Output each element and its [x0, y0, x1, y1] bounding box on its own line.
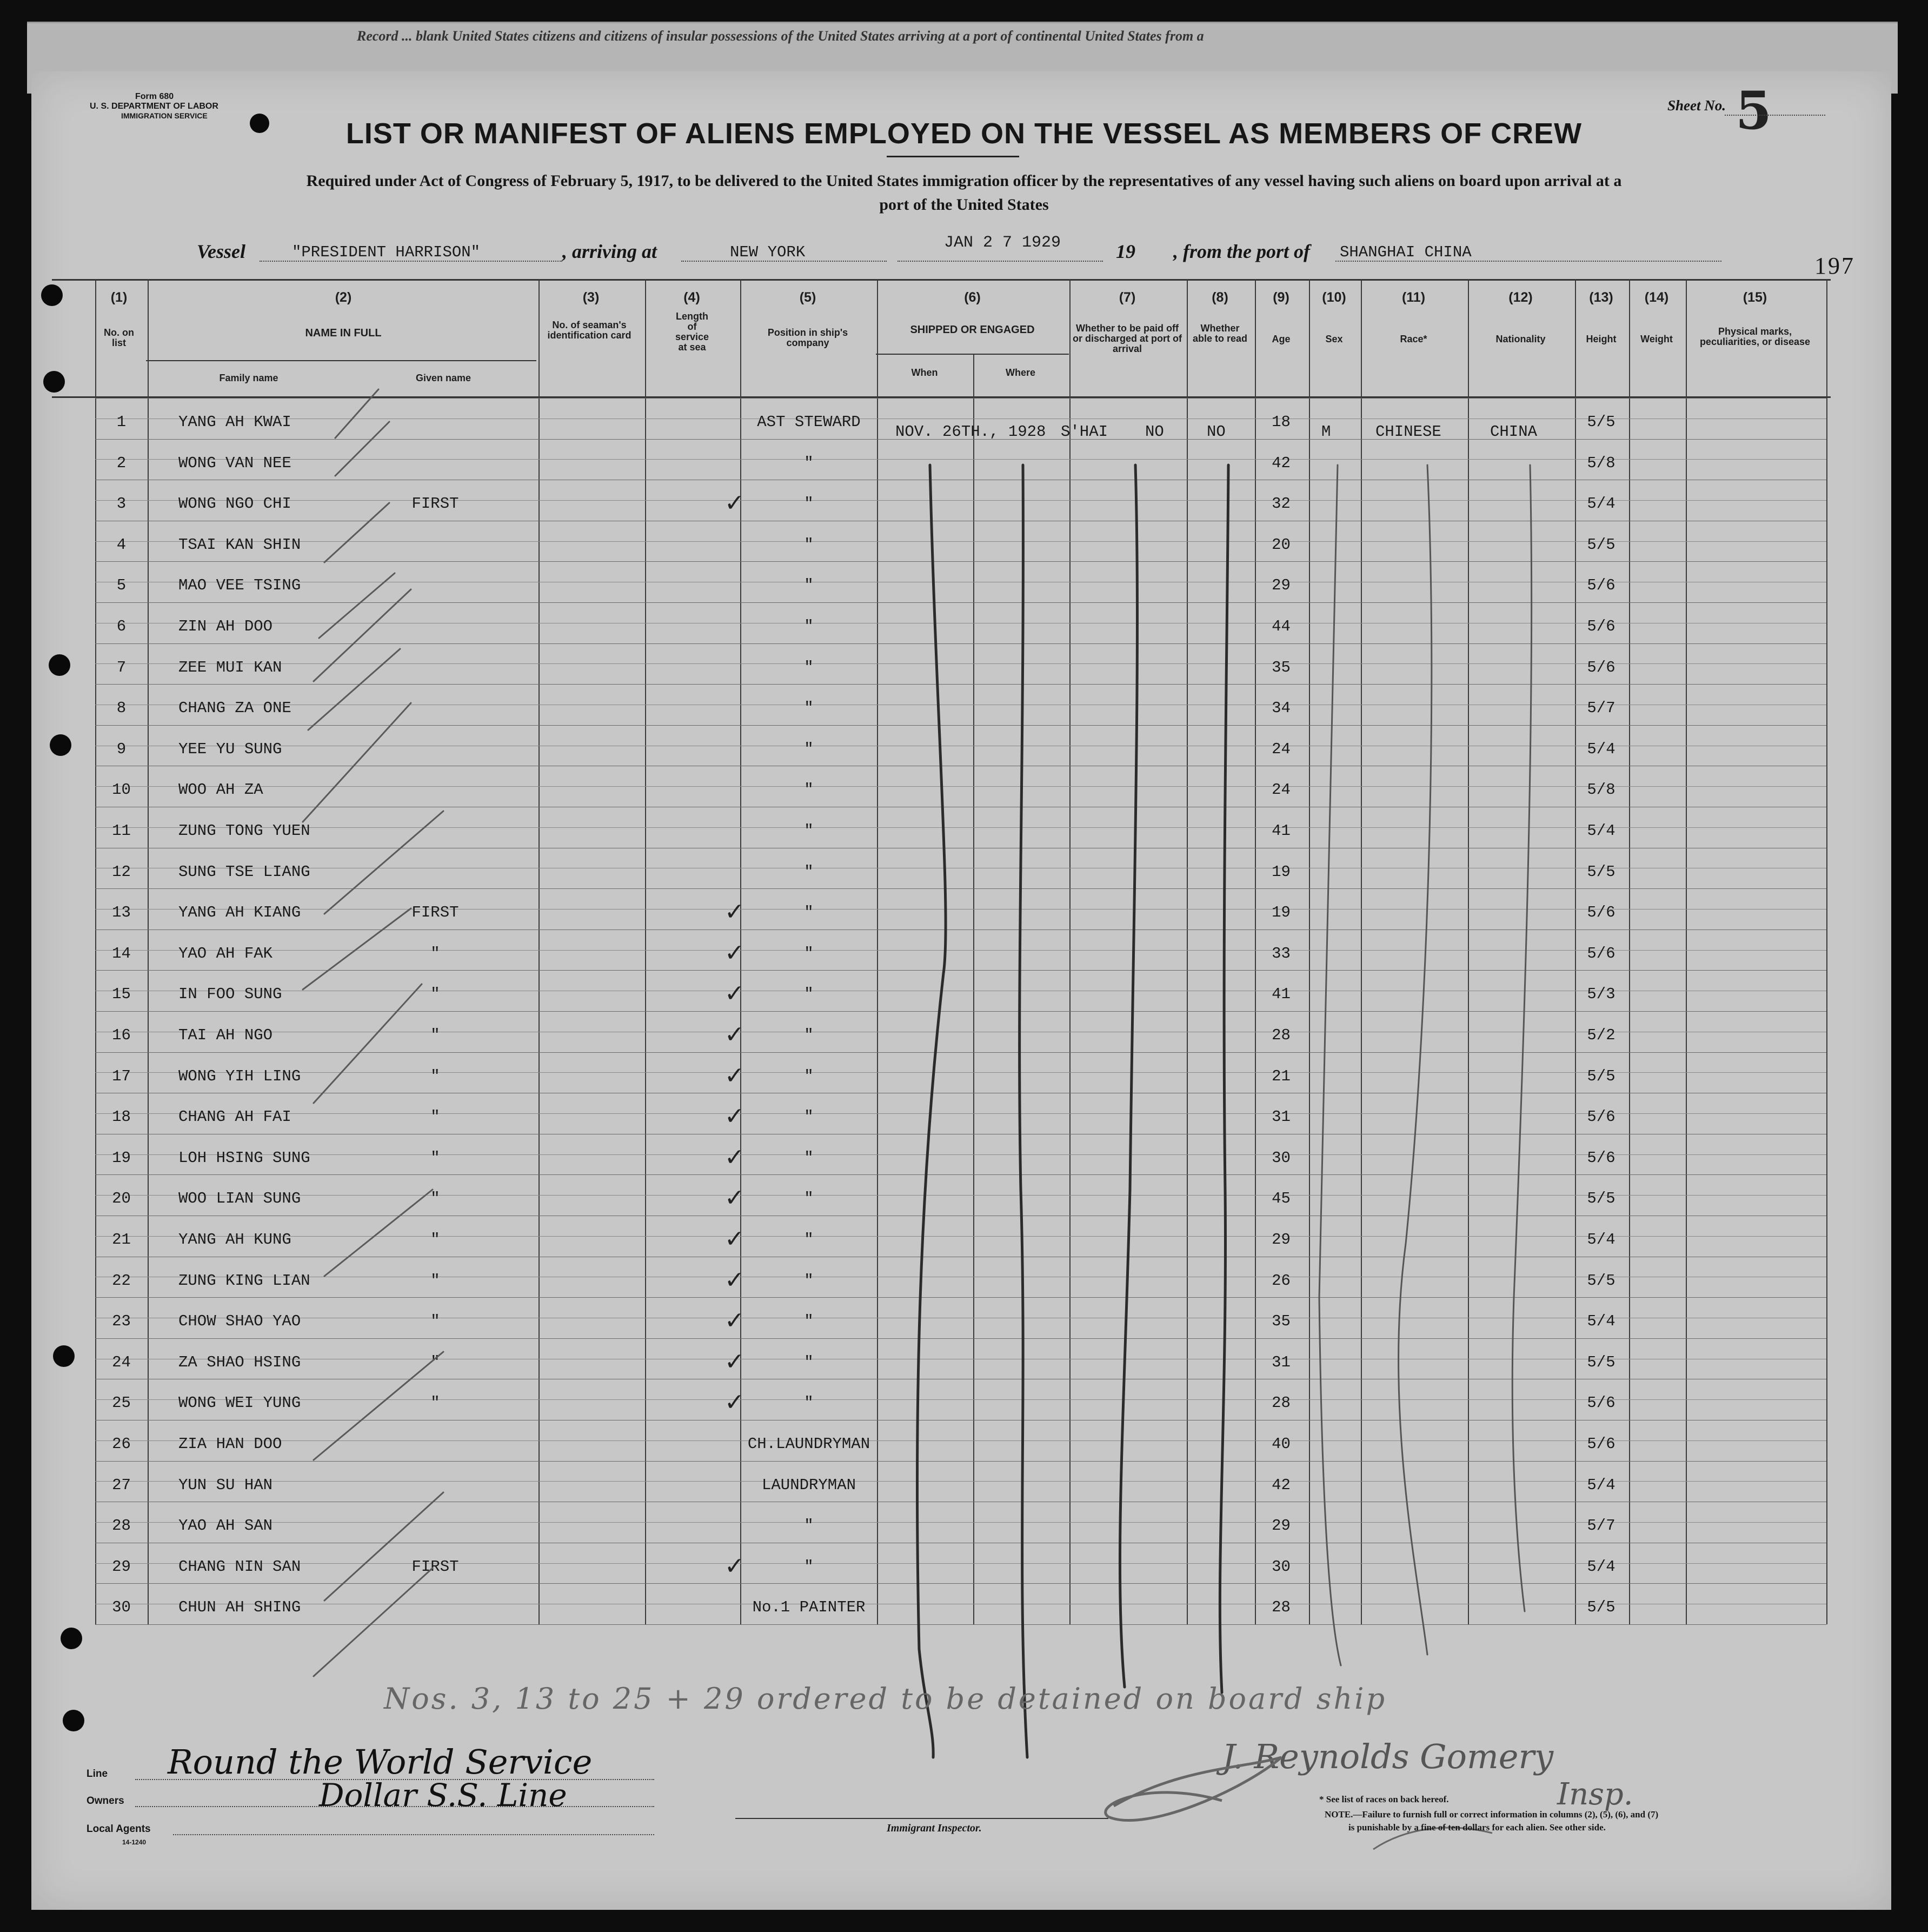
height: 5/2 — [1587, 1026, 1615, 1044]
age: 19 — [1272, 862, 1291, 881]
position: " — [804, 1067, 814, 1085]
position: " — [804, 454, 814, 472]
ditto-line-read — [1220, 465, 1228, 1692]
given-name: " — [430, 1231, 440, 1249]
ditto-line-race — [1399, 465, 1432, 1655]
row-number: 19 — [112, 1148, 131, 1167]
height: 5/6 — [1587, 1435, 1615, 1453]
subtitle-line-2: port of the United States — [879, 196, 1049, 214]
height: 5/4 — [1587, 822, 1615, 840]
checkmark-icon: ✓ — [724, 1143, 744, 1171]
form-department: U. S. DEPARTMENT OF LABOR — [90, 102, 218, 111]
height: 5/4 — [1587, 1312, 1615, 1331]
given-name: " — [430, 1394, 440, 1412]
family-name: YAO AH SAN — [178, 1517, 273, 1535]
col-header-no-text: No. on list — [104, 327, 134, 348]
family-name: SUNG TSE LIANG — [178, 862, 310, 881]
checkmark-icon: ✓ — [724, 1061, 744, 1090]
height: 5/5 — [1587, 413, 1615, 431]
family-name: TAI AH NGO — [178, 1026, 273, 1044]
note-races: * See list of races on back hereof. — [1319, 1794, 1449, 1804]
col-header-race: Race* — [1400, 334, 1427, 344]
family-name: CHANG AH FAI — [178, 1108, 291, 1126]
col-header-where: Where — [1005, 367, 1035, 378]
age: 21 — [1272, 1067, 1291, 1085]
family-name: ZIN AH DOO — [178, 618, 273, 635]
age: 42 — [1272, 454, 1291, 472]
family-name: IN FOO SUNG — [178, 985, 282, 1004]
underlying-sheet-text: Record ... blank United States citizens and citizens of insular possessions of the United States arriving at a port of continental United States from a — [357, 28, 1204, 44]
given-name: FIRST — [411, 904, 459, 922]
row-number: 11 — [112, 822, 131, 840]
row-number: 4 — [116, 535, 127, 554]
col-num-1: (1) — [110, 290, 128, 305]
agents-label: Local Agents — [87, 1823, 151, 1835]
age: 44 — [1272, 618, 1291, 635]
row-number: 2 — [116, 454, 127, 472]
given-name: " — [430, 1271, 440, 1290]
col-num-6: (6) — [964, 290, 981, 305]
age: 45 — [1272, 1190, 1291, 1208]
col-num-13: (13) — [1589, 290, 1613, 305]
position: " — [804, 618, 814, 635]
family-name: YANG AH KWAI — [178, 413, 291, 431]
col-header-age: Age — [1272, 334, 1291, 344]
age: 18 — [1272, 413, 1291, 431]
family-name: ZA SHAO HSING — [178, 1353, 301, 1371]
age: 31 — [1272, 1108, 1291, 1126]
col-num-9: (9) — [1273, 290, 1289, 305]
sheet-number-label: Sheet No. — [1667, 97, 1726, 114]
checkmark-icon: ✓ — [724, 939, 744, 967]
position: " — [804, 1557, 814, 1576]
row-number: 1 — [116, 413, 127, 431]
position: " — [804, 904, 814, 922]
position: CH.LAUNDRYMAN — [747, 1435, 870, 1453]
position: " — [804, 1312, 814, 1331]
able-to-read-value: NO — [1207, 423, 1226, 441]
row-number: 29 — [112, 1557, 131, 1576]
tick-mark — [324, 1190, 433, 1276]
checkmark-icon: ✓ — [724, 1021, 744, 1048]
given-name: " — [430, 1312, 440, 1331]
age: 29 — [1272, 576, 1291, 595]
position: " — [804, 822, 814, 840]
col-num-5: (5) — [799, 290, 816, 305]
row-number: 16 — [112, 1026, 131, 1044]
height: 5/4 — [1587, 740, 1615, 758]
age: 28 — [1272, 1394, 1291, 1412]
from-label: , from the port of — [1173, 241, 1311, 262]
family-name: YUN SU HAN — [178, 1476, 273, 1494]
checkmark-icon: ✓ — [724, 489, 744, 517]
inspector-title: Insp. — [1557, 1777, 1633, 1812]
position: " — [804, 1026, 814, 1044]
age: 35 — [1272, 1312, 1291, 1331]
age: 30 — [1272, 1148, 1291, 1167]
col-num-7: (7) — [1119, 290, 1136, 305]
row-number: 6 — [116, 618, 127, 635]
vessel-label: Vessel — [197, 241, 245, 262]
age: 41 — [1272, 985, 1291, 1004]
ditto-line-nationality — [1512, 465, 1531, 1611]
col-num-3: (3) — [582, 290, 600, 305]
note-penalty-1: NOTE.—Failure to furnish full or correct information in columns (2), (5), (6), and (7) — [1325, 1809, 1659, 1820]
family-name: WONG WEI YUNG — [178, 1394, 301, 1412]
family-name: CHANG NIN SAN — [178, 1557, 301, 1576]
age: 29 — [1272, 1231, 1291, 1249]
height: 5/5 — [1587, 535, 1615, 554]
age: 42 — [1272, 1476, 1291, 1494]
height: 5/5 — [1587, 1353, 1615, 1371]
given-name: " — [430, 1353, 440, 1371]
row-number: 26 — [112, 1435, 131, 1453]
form-number: Form 680 — [135, 92, 174, 101]
row-number: 24 — [112, 1353, 131, 1371]
agents-code: 14-1240 — [122, 1838, 147, 1846]
checkmark-icon: ✓ — [724, 1389, 744, 1417]
position: " — [804, 1517, 814, 1535]
arrival-date-stamp: JAN 2 7 1929 — [944, 234, 1061, 252]
family-name: YANG AH KIANG — [178, 904, 301, 922]
family-name: MAO VEE TSING — [178, 576, 301, 595]
row-number: 9 — [116, 740, 127, 758]
height: 5/4 — [1587, 495, 1615, 513]
checkmark-icon: ✓ — [724, 1307, 744, 1335]
given-name: " — [430, 1108, 440, 1126]
ditto-line-paid — [1120, 465, 1137, 1687]
col-header-read: Whether able to read — [1192, 323, 1248, 344]
col-header-height: Height — [1586, 334, 1617, 344]
col-header-family: Family name — [219, 373, 278, 383]
row-number: 12 — [112, 862, 131, 881]
age: 30 — [1272, 1557, 1291, 1576]
col-header-service: Length of service at sea — [675, 311, 709, 353]
age: 29 — [1272, 1517, 1291, 1535]
subtitle-line-1: Required under Act of Congress of February 5, 1917, to be delivered to the United States immigration officer by the representatives of any vessel having such aliens on board upon arrival at a — [306, 172, 1622, 190]
checkmark-icon: ✓ — [724, 980, 744, 1008]
height: 5/5 — [1587, 1271, 1615, 1290]
arriving-label: , arriving at — [562, 241, 657, 262]
checkmark-icon: ✓ — [724, 1225, 744, 1253]
row-number: 14 — [112, 944, 131, 962]
sheet-number: 5 — [1736, 80, 1772, 141]
col-num-15: (15) — [1743, 290, 1767, 305]
position: " — [804, 1394, 814, 1412]
row-number: 3 — [116, 495, 127, 513]
height: 5/6 — [1587, 1148, 1615, 1167]
col-header-when: When — [911, 367, 938, 378]
height: 5/6 — [1587, 904, 1615, 922]
ditto-line-sex — [1319, 465, 1341, 1665]
tick-mark — [314, 1568, 433, 1676]
height: 5/6 — [1587, 576, 1615, 595]
family-name: WONG VAN NEE — [178, 454, 291, 472]
owners-label: Owners — [87, 1795, 124, 1807]
col-header-nationality: Nationality — [1495, 334, 1546, 344]
position: " — [804, 576, 814, 595]
position: " — [804, 535, 814, 554]
position: " — [804, 944, 814, 962]
col-header-marks: Physical marks, peculiarities, or disease — [1699, 326, 1811, 347]
row-number: 21 — [112, 1231, 131, 1249]
family-name: YAO AH FAK — [178, 944, 273, 962]
height: 5/8 — [1587, 454, 1615, 472]
age: 20 — [1272, 535, 1291, 554]
height: 5/5 — [1587, 862, 1615, 881]
age: 26 — [1272, 1271, 1291, 1290]
age: 33 — [1272, 944, 1291, 962]
family-name: YEE YU SUNG — [178, 740, 282, 758]
col-header-given: Given name — [415, 373, 471, 383]
col-num-10: (10) — [1322, 290, 1346, 305]
position: " — [804, 495, 814, 513]
checkmark-icon: ✓ — [724, 1552, 744, 1580]
note-penalty-2: is punishable by a fine of ten dollars for each alien. See other side. — [1348, 1822, 1606, 1833]
family-name: YANG AH KUNG — [178, 1231, 291, 1249]
row-number: 8 — [116, 699, 127, 718]
checkmark-icon: ✓ — [724, 898, 744, 926]
position: " — [804, 1353, 814, 1371]
tick-mark — [324, 1492, 443, 1601]
row-number: 28 — [112, 1517, 131, 1535]
vessel-name: "PRESIDENT HARRISON" — [292, 243, 481, 261]
given-name: " — [430, 944, 440, 962]
tick-mark — [308, 649, 400, 730]
shipped-when: NOV. 26TH., 1928 — [895, 423, 1046, 441]
position: " — [804, 1108, 814, 1126]
col-header-shipped: SHIPPED OR ENGAGED — [910, 324, 1035, 336]
given-name: " — [430, 985, 440, 1004]
family-name: CHANG ZA ONE — [178, 699, 291, 718]
tick-mark — [319, 573, 395, 638]
row-number: 22 — [112, 1271, 131, 1290]
family-name: ZUNG TONG YUEN — [178, 822, 310, 840]
age: 35 — [1272, 658, 1291, 676]
race-value: CHINESE — [1375, 423, 1441, 441]
checkmark-icon: ✓ — [724, 1347, 744, 1376]
tick-mark — [324, 811, 443, 914]
age: 28 — [1272, 1598, 1291, 1617]
row-number: 15 — [112, 985, 131, 1004]
row-number: 17 — [112, 1067, 131, 1085]
position: " — [804, 1148, 814, 1167]
given-name: FIRST — [411, 495, 459, 513]
height: 5/5 — [1587, 1190, 1615, 1208]
col-header-name: NAME IN FULL — [305, 327, 382, 339]
col-num-12: (12) — [1508, 290, 1533, 305]
family-name: WONG NGO CHI — [178, 495, 291, 513]
inspector-rule — [735, 1818, 1108, 1819]
year-label: 19 — [1116, 241, 1135, 262]
age: 40 — [1272, 1435, 1291, 1453]
family-name: TSAI KAN SHIN — [178, 535, 301, 554]
height: 5/7 — [1587, 1517, 1615, 1535]
height: 5/3 — [1587, 985, 1615, 1004]
row-number: 30 — [112, 1598, 131, 1617]
height: 5/5 — [1587, 1067, 1615, 1085]
age: 32 — [1272, 495, 1291, 513]
position: " — [804, 740, 814, 758]
checkmark-icon: ✓ — [724, 1184, 744, 1212]
height: 5/4 — [1587, 1557, 1615, 1576]
row-number: 27 — [112, 1476, 131, 1494]
col-header-weight: Weight — [1640, 334, 1673, 344]
col-header-position: Position in ship's company — [767, 327, 848, 348]
age: 34 — [1272, 699, 1291, 718]
row-number: 20 — [112, 1190, 131, 1208]
age: 19 — [1272, 904, 1291, 922]
age: 24 — [1272, 740, 1291, 758]
tick-mark — [335, 389, 378, 438]
inspector-signature: J. Reynolds Gomery — [1222, 1737, 1554, 1776]
age: 24 — [1272, 781, 1291, 799]
given-name: FIRST — [411, 1557, 459, 1576]
tick-mark — [314, 589, 411, 681]
height: 5/6 — [1587, 658, 1615, 676]
position: AST STEWARD — [757, 413, 861, 431]
signature-flourish — [1081, 1747, 1503, 1865]
col-header-sex: Sex — [1325, 334, 1343, 344]
family-name: WOO AH ZA — [178, 781, 263, 799]
stamp-number: 197 — [1814, 253, 1855, 279]
height: 5/4 — [1587, 1476, 1615, 1494]
arrival-port: NEW YORK — [730, 243, 806, 261]
position: " — [804, 1231, 814, 1249]
height: 5/6 — [1587, 618, 1615, 635]
line-value: Round the World Service — [168, 1742, 593, 1782]
family-name: WOO LIAN SUNG — [178, 1190, 301, 1208]
inspector-label: Immigrant Inspector. — [887, 1822, 982, 1834]
row-number: 18 — [112, 1108, 131, 1126]
tick-mark — [314, 984, 422, 1103]
col-num-2: (2) — [335, 290, 352, 305]
position: " — [804, 985, 814, 1004]
col-num-8: (8) — [1212, 290, 1228, 305]
ditto-line-when — [917, 465, 946, 1757]
family-name: CHUN AH SHING — [178, 1598, 301, 1617]
col-num-4: (4) — [683, 290, 700, 305]
agents-rule — [173, 1834, 654, 1835]
position: " — [804, 781, 814, 799]
family-name: ZEE MUI KAN — [178, 658, 282, 676]
tick-mark — [303, 908, 411, 990]
family-name: LOH HSING SUNG — [178, 1148, 310, 1167]
shipped-where: S'HAI — [1061, 423, 1108, 441]
row-number: 7 — [116, 658, 127, 676]
family-name: WONG YIH LING — [178, 1067, 301, 1085]
height: 5/8 — [1587, 781, 1615, 799]
given-name: " — [430, 1190, 440, 1208]
height: 5/5 — [1587, 1598, 1615, 1617]
tick-mark — [314, 1352, 443, 1460]
col-header-card: No. of seaman's identification card — [547, 320, 631, 341]
height: 5/7 — [1587, 699, 1615, 718]
height: 5/4 — [1587, 1231, 1615, 1249]
given-name: " — [430, 1026, 440, 1044]
age: 31 — [1272, 1353, 1291, 1371]
height: 5/6 — [1587, 1394, 1615, 1412]
line-label: Line — [87, 1768, 108, 1780]
row-number: 13 — [112, 904, 131, 922]
age: 28 — [1272, 1026, 1291, 1044]
family-name: ZIA HAN DOO — [178, 1435, 282, 1453]
nationality-value: CHINA — [1490, 423, 1538, 441]
handwritten-note: Nos. 3, 13 to 25 + 29 ordered to be detained on board ship — [384, 1682, 1387, 1716]
given-name: " — [430, 1148, 440, 1167]
row-number: 25 — [112, 1394, 131, 1412]
owners-value: Dollar S.S. Line — [319, 1777, 567, 1814]
row-number: 23 — [112, 1312, 131, 1331]
family-name: CHOW SHAO YAO — [178, 1312, 301, 1331]
age: 41 — [1272, 822, 1291, 840]
col-header-paid-off: Whether to be paid off or discharged at port of arrival — [1072, 323, 1182, 354]
given-name: " — [430, 1067, 440, 1085]
col-num-14: (14) — [1644, 290, 1669, 305]
position: LAUNDRYMAN — [761, 1476, 856, 1494]
sex-value: M — [1321, 423, 1331, 441]
checkmark-icon: ✓ — [724, 1266, 744, 1294]
position: " — [804, 699, 814, 718]
page-title: LIST OR MANIFEST OF ALIENS EMPLOYED ON THE VESSEL AS MEMBERS OF CREW — [345, 117, 1583, 150]
position: " — [804, 862, 814, 881]
row-number: 10 — [112, 781, 131, 799]
height: 5/6 — [1587, 944, 1615, 962]
position: " — [804, 1190, 814, 1208]
form-service: IMMIGRATION SERVICE — [121, 111, 208, 120]
departure-port: SHANGHAI CHINA — [1340, 243, 1472, 261]
col-num-11: (11) — [1401, 290, 1426, 305]
tick-mark — [324, 503, 389, 562]
row-number: 5 — [116, 576, 127, 595]
height: 5/6 — [1587, 1108, 1615, 1126]
position: " — [804, 658, 814, 676]
ditto-line-where — [1020, 465, 1027, 1757]
checkmark-icon: ✓ — [724, 1103, 744, 1131]
position: " — [804, 1271, 814, 1290]
paid-off-value: NO — [1145, 423, 1164, 441]
position: No.1 PAINTER — [752, 1598, 866, 1617]
family-name: ZUNG KING LIAN — [178, 1271, 310, 1290]
